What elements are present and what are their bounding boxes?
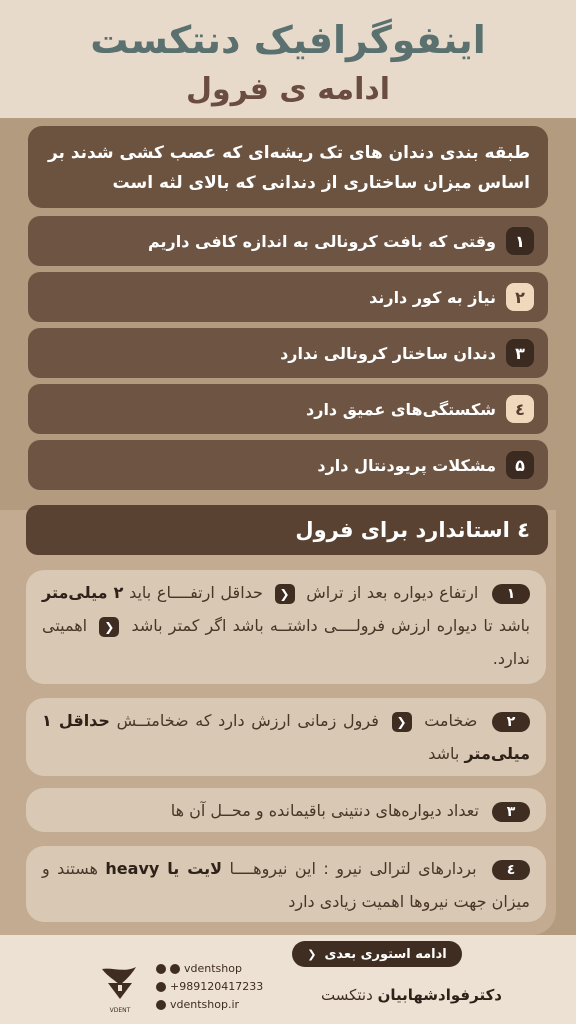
standard-highlight: لایت یا heavy (105, 859, 223, 878)
next-story-button[interactable] (292, 941, 462, 967)
standard-number: ۱ (492, 584, 530, 604)
item-label: نیاز به کور دارند (369, 287, 496, 307)
item-number: ۳ (506, 339, 534, 367)
standard-card (26, 846, 546, 922)
next-story-label: ادامه استوری بعدی (324, 946, 447, 962)
standard-card (26, 788, 546, 832)
site-link[interactable]: vdentshop.ir (170, 998, 240, 1011)
standard-number: ۳ (492, 802, 530, 822)
item-label: شکستگی‌های عمیق دارد (306, 399, 496, 419)
standard-number: ٤ (492, 860, 530, 880)
category-item (28, 440, 548, 490)
contact-handle (156, 962, 242, 975)
category-item (28, 272, 548, 322)
standard-highlight: ۲ میلی‌متر (42, 583, 124, 602)
standard-text: فرول زمانی ارزش دارد که ضخامتــش (116, 711, 379, 730)
chevron-left-icon: ❮ (99, 617, 119, 637)
page-subtitle: ادامه ی فرول (185, 72, 391, 107)
logo-text: VDENT (109, 1007, 131, 1014)
section-title: ٤ استاندارد برای فرول (26, 505, 548, 555)
standard-text: ضخامت (424, 711, 478, 730)
standard-text: حداقل ارتفــــاع باید (129, 583, 263, 602)
chevron-left-icon: ❮ (307, 947, 317, 961)
standard-text: اهمیتی ندارد. (42, 616, 530, 668)
whatsapp-icon (156, 982, 166, 992)
item-number: ٤ (506, 395, 534, 423)
standard-text: ارتفاع دیواره بعد از تراش (306, 583, 479, 602)
item-label: وقتی که بافت کرونالی به اندازه کافی داریم (147, 231, 496, 251)
footer-background (0, 935, 576, 1024)
instagram-icon (156, 964, 166, 974)
vdent-logo (98, 963, 142, 1014)
logo-icon (98, 963, 142, 1003)
chevron-left-icon: ❮ (275, 584, 295, 604)
contact-site[interactable] (156, 998, 239, 1011)
standard-text: باشد تا دیواره ارزش فرولــــی داشتــه باشد اگر کمتر باشد (131, 616, 530, 635)
item-label: دندان ساختار کرونالی ندارد (280, 343, 496, 363)
handle-text: vdentshop (184, 962, 242, 975)
chevron-left-icon: ❮ (392, 712, 412, 732)
brand-credit (321, 986, 502, 1004)
telegram-icon (170, 964, 180, 974)
intro-box: طبقه بندی دندان های تک ریشه‌ای که عصب کشی شدند بر اساس میزان ساختاری از دندانی که بالای لثه است (28, 126, 548, 208)
standard-text: بردارهای لترالی نیرو : این نیروهــــا (229, 859, 477, 878)
standard-card (26, 698, 546, 776)
brand-prefix: دنتکست (321, 986, 373, 1004)
standard-text: تعداد دیواره‌های دنتینی باقیمانده و محــل آن ها (170, 801, 479, 820)
item-number: ۱ (506, 227, 534, 255)
brand-name: دکترفوادشهابیان (377, 986, 502, 1004)
standard-card (26, 570, 546, 684)
globe-icon (156, 1000, 166, 1010)
item-number: ۲ (506, 283, 534, 311)
phone-text: +989120417233 (170, 980, 264, 993)
category-item (28, 384, 548, 434)
contact-phone (156, 980, 263, 993)
category-item (28, 216, 548, 266)
standard-text: باشد (428, 744, 460, 763)
standard-highlight: حداقل ۱ میلی‌متر (42, 711, 530, 763)
item-label: مشکلات پریودنتال دارد (317, 455, 496, 475)
category-item (28, 328, 548, 378)
page-title: اینفوگرافیک دنتکست (90, 18, 486, 62)
item-number: ۵ (506, 451, 534, 479)
standard-number: ۲ (492, 712, 530, 732)
standard-text: هستند و میزان جهت نیروها اهمیت زیادی دارد (42, 859, 530, 911)
